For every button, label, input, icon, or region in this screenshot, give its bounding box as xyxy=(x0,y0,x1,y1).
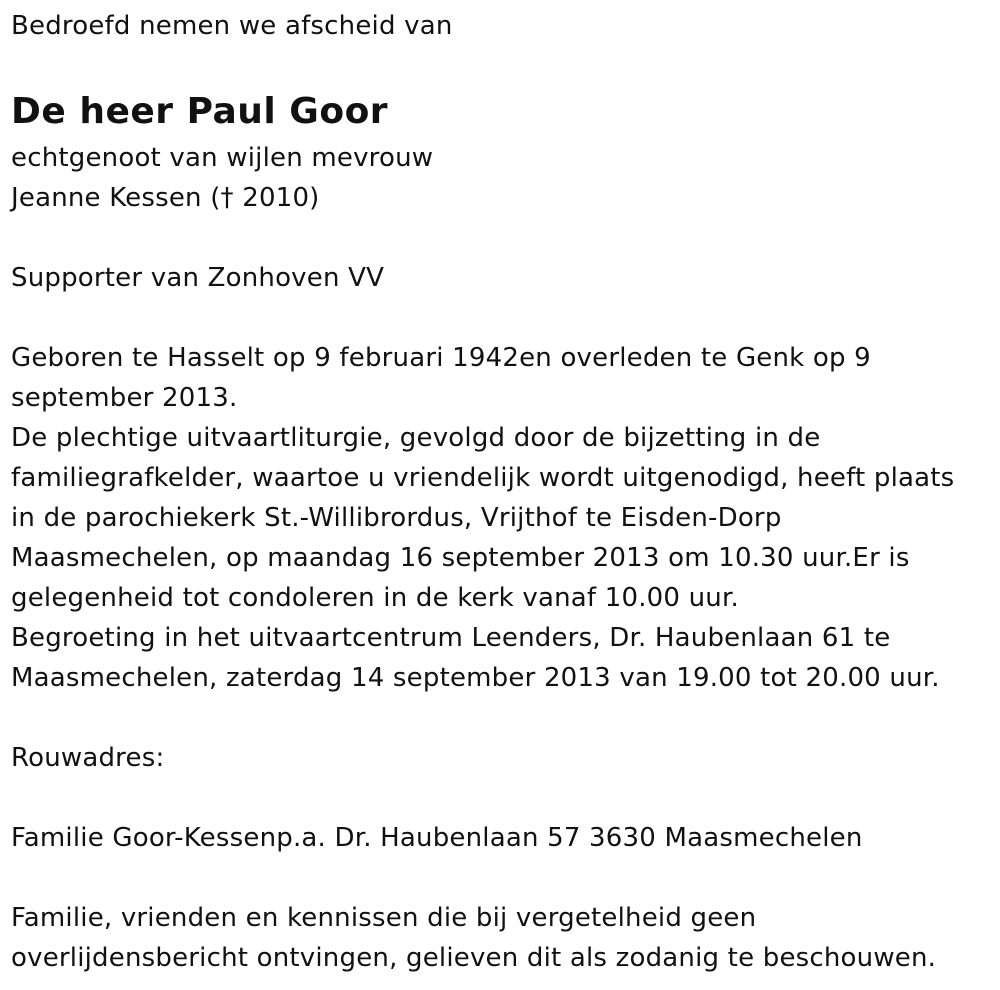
cross-icon: † xyxy=(220,183,234,213)
birth-death-line-1: Geboren te Hasselt op 9 februari 1942en overleden te Genk op 9 xyxy=(11,343,871,373)
spouse-name: Jeanne Kessen ( xyxy=(11,183,221,213)
spouse-line-2 xyxy=(11,178,986,218)
spouse-line-1: echtgenoot van wijlen mevrouw xyxy=(11,143,434,173)
spacer xyxy=(11,698,986,738)
spacer xyxy=(11,46,986,86)
address-text: Familie Goor-Kessenp.a. Dr. Haubenlaan 57 3630 Maasmechelen xyxy=(11,823,863,853)
greeting-line-1: Begroeting in het uitvaartcentrum Leenders, Dr. Haubenlaan 61 te xyxy=(11,623,891,653)
liturgy-line-1: De plechtige uitvaartliturgie, gevolgd door de bijzetting in de xyxy=(11,423,821,453)
spacer xyxy=(11,858,986,898)
spouse-death-year: 2010) xyxy=(233,183,320,213)
deceased-name: De heer Paul Goor xyxy=(11,91,389,132)
greeting-line-2: Maasmechelen, zaterdag 14 september 2013 van 19.00 tot 20.00 uur. xyxy=(11,663,940,693)
liturgy-line-4: Maasmechelen, op maandag 16 september 2013 om 10.30 uur.Er is xyxy=(11,543,910,573)
liturgy-line-5: gelegenheid tot condoleren in de kerk vanaf 10.00 uur. xyxy=(11,583,739,613)
spacer xyxy=(11,298,986,338)
obituary-notice xyxy=(11,6,986,978)
liturgy-line-2: familiegrafkelder, waartoe u vriendelijk wordt uitgenodigd, heeft plaats xyxy=(11,463,955,493)
address-label: Rouwadres: xyxy=(11,743,165,773)
spacer xyxy=(11,778,986,818)
closing-line-1: Familie, vrienden en kennissen die bij vergetelheid geen xyxy=(11,903,757,933)
supporter-text: Supporter van Zonhoven VV xyxy=(11,263,385,293)
liturgy-line-3: in de parochiekerk St.-Willibrordus, Vrijthof te Eisden-Dorp xyxy=(11,503,782,533)
spacer xyxy=(11,218,986,258)
closing-line-2: overlijdensbericht ontvingen, gelieven dit als zodanig te beschouwen. xyxy=(11,943,937,973)
birth-death-line-2: september 2013. xyxy=(11,383,238,413)
intro-text: Bedroefd nemen we afscheid van xyxy=(11,11,453,41)
